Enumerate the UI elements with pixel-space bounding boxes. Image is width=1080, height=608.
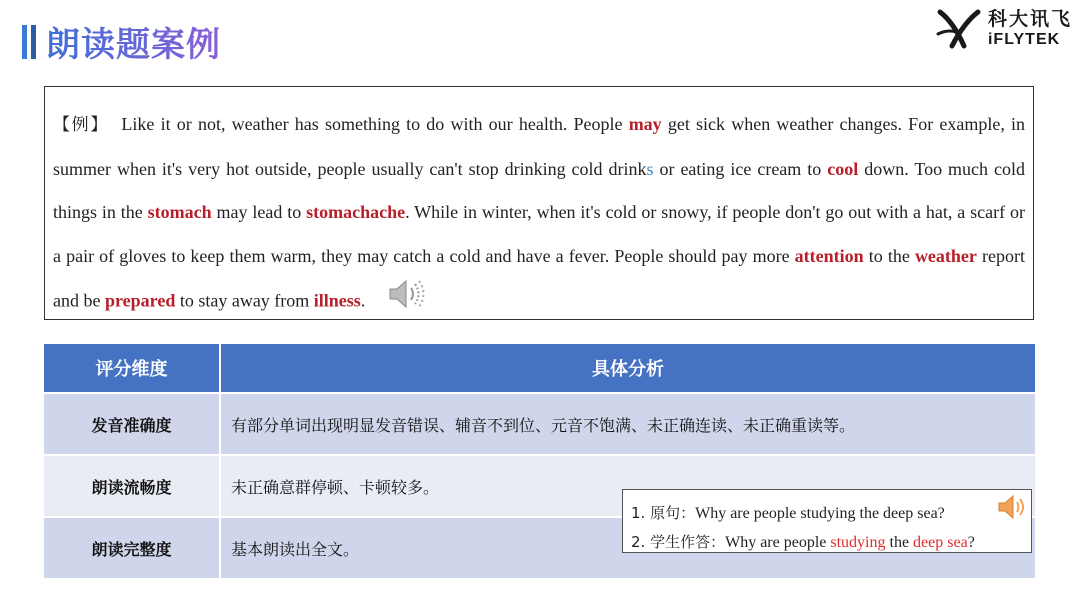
passage-segment: may lead to xyxy=(211,202,307,222)
keyword: cool xyxy=(827,158,859,179)
keyword: stomach xyxy=(147,202,212,222)
keyword: attention xyxy=(794,245,864,266)
header-dimension: 评分维度 xyxy=(44,344,221,392)
example-label: 【例】 xyxy=(53,115,110,135)
student-label: 2. 学生作答： xyxy=(631,533,726,551)
original-sentence-line xyxy=(631,499,1031,528)
keyword: weather xyxy=(914,245,977,266)
title-bar xyxy=(22,17,221,66)
student-answer-line xyxy=(631,528,1031,557)
passage-text xyxy=(53,103,1025,327)
error-word: studying xyxy=(830,534,886,551)
keyword: stomachache xyxy=(306,202,406,222)
keyword: prepared xyxy=(104,290,176,311)
passage-segment: . xyxy=(360,290,366,311)
passage-segment: to the xyxy=(863,245,915,266)
table-row xyxy=(44,392,1035,454)
row-dimension: 朗读完整度 xyxy=(44,516,221,578)
answer-text: the xyxy=(885,534,914,551)
brand-logo xyxy=(934,8,1072,50)
answer-text: ? xyxy=(967,534,975,551)
error-word: deep sea xyxy=(913,534,968,551)
title-accent-bars xyxy=(22,25,36,59)
highlighted-letter: s xyxy=(646,158,654,179)
row-dimension: 发音准确度 xyxy=(44,392,221,454)
passage-segment: report and be xyxy=(53,245,1025,311)
passage-segment: Like it or not, weather has something to do with our health. People xyxy=(121,114,629,134)
row-analysis: 基本朗读出全文。 xyxy=(221,516,1035,578)
original-sentence: Why are people studying the deep sea? xyxy=(695,505,945,522)
keyword: illness xyxy=(313,290,361,311)
row-analysis: 未正确意群停顿、卡顿较多。 xyxy=(221,454,1035,516)
header-analysis: 具体分析 xyxy=(221,344,1035,392)
keyword: may xyxy=(628,114,662,134)
speaker-icon[interactable] xyxy=(997,494,1027,530)
logo-en-text: iFLYTEK xyxy=(987,31,1061,48)
table-header-row xyxy=(44,344,1035,392)
answer-text: Why are people xyxy=(725,534,831,551)
passage-segment: get sick when weather changes. For example, in summer when it's very hot outside, people usually can't stop drinking cold drink xyxy=(53,114,1026,179)
passage-segment: . While in winter, when it's cold or snowy, if people don't go out with a hat, a scarf or a pair of gloves to keep them warm, they may catch a cold and have a fever. People should pay more xyxy=(53,202,1025,266)
passage-body xyxy=(53,114,1025,310)
passage-segment: down. Too much cold things in the xyxy=(53,158,1025,222)
passage-segment: to stay away from xyxy=(175,290,314,311)
reading-passage-box xyxy=(44,86,1034,320)
page-title: 朗读题案例 xyxy=(46,17,221,66)
passage-segment: or eating ice cream to xyxy=(653,158,828,179)
original-label: 1. 原句： xyxy=(631,504,696,522)
example-comparison-box xyxy=(622,489,1032,553)
logo-cn-text: 科大讯飞 xyxy=(987,8,1072,30)
iflytek-logo-icon xyxy=(934,8,984,50)
speaker-icon[interactable] xyxy=(387,278,425,327)
row-dimension: 朗读流畅度 xyxy=(44,454,221,516)
row-analysis: 有部分单词出现明显发音错误、辅音不到位、元音不饱满、未正确连读、未正确重读等。 xyxy=(221,392,1035,454)
